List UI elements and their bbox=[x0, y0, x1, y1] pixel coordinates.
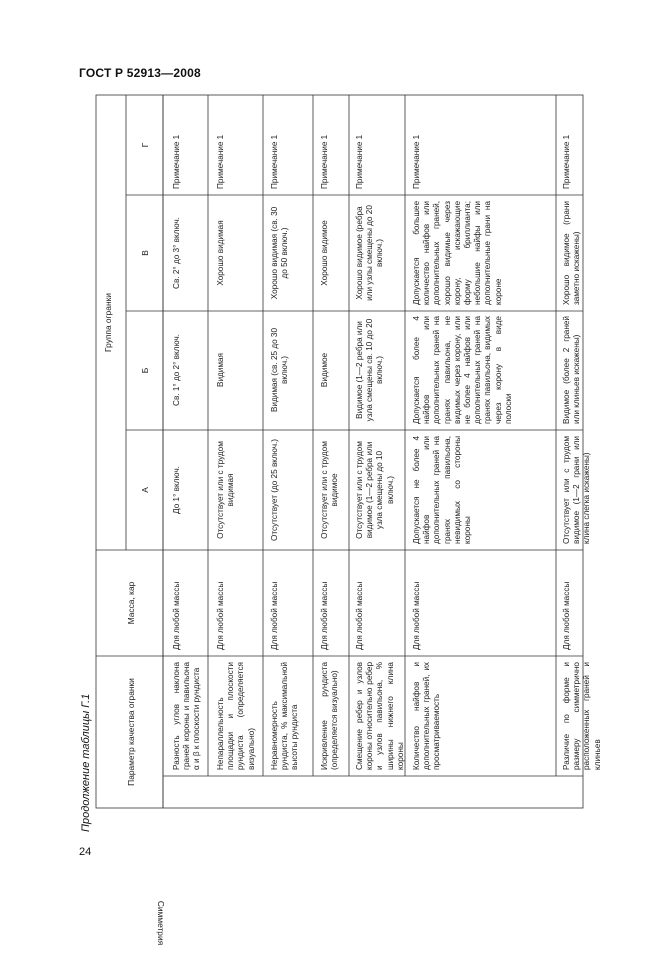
row-3-a: Отсутствует (до 25 включ.) bbox=[270, 439, 279, 541]
section-label-symmetry-text: Симметрия bbox=[156, 900, 166, 946]
row-4-g: Примечание 1 bbox=[320, 134, 329, 189]
row-5-parameter: Смещение ребер и узлов короны относительно ребер и узлов павильона, % ширины нижнего клина короны bbox=[355, 662, 405, 770]
row-1-parameter: Разность углов наклона граней короны и павильона α и β к плоскости рундиста bbox=[172, 662, 202, 770]
row-4-mass: Для любой массы bbox=[320, 581, 329, 650]
row-6-v: Допускается большее количество найфов или дополнительных граней, хорошо видимые через корону, искажающие форму бриллианта; небольшие найфы или дополнительные грани на короне bbox=[412, 201, 503, 305]
row-6-mass: Для любой массы bbox=[412, 581, 421, 650]
row-2-g: Примечание 1 bbox=[216, 134, 225, 189]
row-4-v: Хорошо видимое bbox=[320, 220, 329, 286]
row-2-mass: Для любой массы bbox=[216, 581, 225, 650]
row-4-b: Видимое bbox=[320, 352, 329, 388]
row-6-a: Допускается не более 4 найфов или дополнительных граней на гранях павильона, невидимых со стороны короны bbox=[412, 436, 473, 544]
row-3-g: Примечание 1 bbox=[270, 134, 279, 189]
header-group: Группа огранки bbox=[103, 293, 113, 352]
row-7-a: Отсутствует или с трудом видимое (1—2 грани или клина слегка искажены) bbox=[562, 436, 592, 544]
row-7-parameter: Различие по форме и размеру симметрично расположенных граней и клиньев bbox=[562, 662, 602, 770]
header-col-v: В bbox=[140, 250, 150, 256]
document-title: ГОСТ Р 52913—2008 bbox=[79, 66, 201, 80]
row-7-b: Видимое (более 2 граней или клиньев искажены) bbox=[562, 316, 582, 424]
row-2-v: Хорошо видимая bbox=[216, 220, 225, 286]
row-5-b: Видимое (1—2 ребра или узла смещены св. 10 до 20 включ.) bbox=[355, 318, 385, 422]
header-mass: Масса, кар bbox=[126, 581, 136, 625]
row-3-b: Видимая (св. 25 до 30 включ.) bbox=[270, 327, 290, 413]
row-3-mass: Для любой массы bbox=[270, 581, 279, 650]
row-7-g: Примечание 1 bbox=[562, 134, 571, 189]
row-6-g: Примечание 1 bbox=[412, 134, 421, 189]
row-5-mass: Для любой массы bbox=[355, 581, 364, 650]
row-6-parameter: Количество найфов и дополнительных граней, их просматриваемость bbox=[412, 662, 442, 770]
row-5-a: Отсутствует или с трудом видимое (1—2 ребра или узла смещены до 10 включ.) bbox=[355, 441, 395, 539]
row-2-parameter: Непараллельность площадки и плоскости рундиста (определяется визуально) bbox=[216, 662, 256, 770]
row-1-g: Примечание 1 bbox=[172, 134, 181, 189]
row-4-a: Отсутствует или с трудом видимое bbox=[320, 441, 340, 539]
row-3-v: Хорошо видимая (св. 30 до 50 включ.) bbox=[270, 206, 290, 300]
row-7-mass: Для любой массы bbox=[562, 581, 571, 650]
header-col-a: А bbox=[140, 487, 150, 493]
row-1-a: До 1° включ. bbox=[172, 466, 181, 514]
row-5-v: Хорошо видимое (ребра или узлы смещены до 20 включ.) bbox=[355, 205, 385, 301]
row-1-mass: Для любой массы bbox=[172, 581, 181, 650]
row-7-v: Хорошо видимое (грани заметно искажены) bbox=[562, 201, 582, 305]
table-continuation-caption: Продолжение таблицы Г.1 bbox=[80, 693, 92, 832]
row-5-g: Примечание 1 bbox=[355, 134, 364, 189]
row-4-parameter: Искривление рундиста (определяется визуально) bbox=[320, 662, 340, 770]
row-3-parameter: Неравномерность рундиста, % максимальной высоты рундиста bbox=[270, 662, 300, 770]
row-2-b: Видимая bbox=[216, 353, 225, 388]
row-1-v: Св. 2° до 3° включ. bbox=[172, 217, 181, 289]
row-1-b: Св. 1° до 2° включ. bbox=[172, 334, 181, 406]
page-number: 24 bbox=[79, 846, 92, 858]
header-col-b: Б bbox=[140, 367, 150, 374]
row-2-a: Отсутствует или с трудом видимая bbox=[216, 441, 236, 539]
header-parameter: Параметр качества огранки bbox=[126, 678, 136, 786]
row-6-b: Допускается более 4 найфов или дополнительных граней на гранях павильона, не видимых через корону, или не более 4 найфов или дополнительных граней на гранях павильона, видимых через корону в виде полоски bbox=[412, 316, 513, 424]
header-col-g: Г bbox=[140, 142, 150, 148]
